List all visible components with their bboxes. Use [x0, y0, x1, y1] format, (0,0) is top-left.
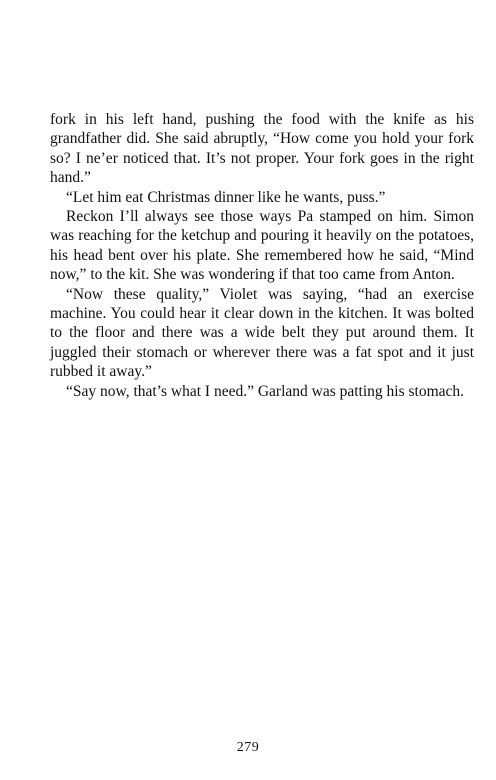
paragraph-4: “Now these quality,” Violet was saying, “had an exercise machine. You could hear it clear down in the kitchen. It was bolted to the floor and there was a wide belt they put around them. It juggled their stomach or wherever there was a fat spot and it just rubbed it away.” — [50, 285, 474, 381]
paragraph-3: Reckon I’ll always see those ways Pa stamped on him. Simon was reaching for the ketchup and pouring it heavily on the potatoes, his head bent over his plate. She remembered how he said, “Mind now,” to the kit. She was wondering if that too came from Anton. — [50, 208, 474, 284]
paragraph-2: “Let him eat Christmas dinner like he wants, puss.” — [66, 188, 386, 206]
paragraph-1: fork in his left hand, pushing the food with the knife as his grandfather did. She said abruptly, “How come you hold your fork so? I ne’er noticed that. It’s not proper. Your fork goes in the right hand.” — [50, 111, 474, 187]
body-text — [50, 110, 474, 401]
page-number: 279 — [236, 740, 260, 755]
paragraph-5: “Say now, that’s what I need.” Garland was patting his stomach. — [66, 382, 465, 400]
